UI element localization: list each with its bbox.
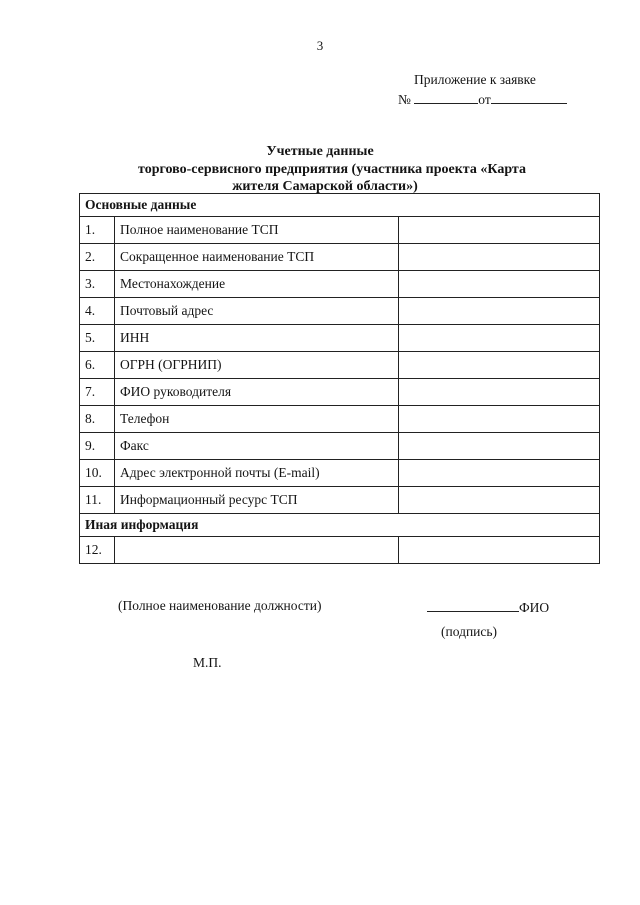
- section-main-header: Основные данные: [80, 194, 600, 217]
- row-number: 4.: [80, 298, 115, 325]
- row-number: 7.: [80, 379, 115, 406]
- row-label: Факс: [115, 433, 399, 460]
- row-number: 1.: [80, 217, 115, 244]
- row-label: ОГРН (ОГРНИП): [115, 352, 399, 379]
- row-number: 6.: [80, 352, 115, 379]
- row-number: 10.: [80, 460, 115, 487]
- table-row: [80, 433, 600, 460]
- row-value-cell[interactable]: [399, 433, 600, 460]
- table-row: [80, 271, 600, 298]
- table-row: [80, 379, 600, 406]
- appendix-number-line: [398, 90, 567, 108]
- signature-blank[interactable]: [427, 598, 519, 612]
- row-label: Почтовый адрес: [115, 298, 399, 325]
- registration-table: [79, 193, 600, 564]
- number-sign: №: [398, 92, 411, 107]
- row-label: Телефон: [115, 406, 399, 433]
- row-value-cell[interactable]: [399, 325, 600, 352]
- date-blank[interactable]: [491, 90, 567, 104]
- table-row: [80, 460, 600, 487]
- row-label: ИНН: [115, 325, 399, 352]
- fio-label: ФИО: [519, 600, 550, 615]
- row-value-cell[interactable]: [399, 298, 600, 325]
- row-value-cell[interactable]: [399, 537, 600, 564]
- fio-line: [427, 598, 549, 616]
- table-row: [80, 537, 600, 564]
- row-number: 5.: [80, 325, 115, 352]
- row-value-cell[interactable]: [399, 379, 600, 406]
- table-row: [80, 352, 600, 379]
- row-value-cell[interactable]: [399, 271, 600, 298]
- document-subtitle-line1: торгово-сервисного предприятия (участника проекта «Карта: [138, 162, 526, 177]
- row-number: 3.: [80, 271, 115, 298]
- table-row: [80, 487, 600, 514]
- row-label: Полное наименование ТСП: [115, 217, 399, 244]
- appendix-caption: Приложение к заявке: [414, 72, 536, 87]
- row-value-cell[interactable]: [399, 352, 600, 379]
- row-value-cell[interactable]: [399, 460, 600, 487]
- document-subtitle-line2: жителя Самарской области»): [232, 179, 418, 194]
- section-header-row: [80, 514, 600, 537]
- section-other-header: Иная информация: [80, 514, 600, 537]
- number-blank[interactable]: [414, 90, 478, 104]
- table-row: [80, 217, 600, 244]
- stamp-label: М.П.: [193, 655, 222, 670]
- table-row: [80, 298, 600, 325]
- row-value-cell[interactable]: [399, 406, 600, 433]
- row-label: Сокращенное наименование ТСП: [115, 244, 399, 271]
- table-row: [80, 406, 600, 433]
- row-value-cell[interactable]: [399, 487, 600, 514]
- row-value-cell[interactable]: [399, 244, 600, 271]
- document-title: Учетные данные: [266, 144, 374, 159]
- row-number: 9.: [80, 433, 115, 460]
- row-label: Местонахождение: [115, 271, 399, 298]
- row-number: 2.: [80, 244, 115, 271]
- row-number: 8.: [80, 406, 115, 433]
- signature-label: (подпись): [441, 624, 498, 639]
- position-label: (Полное наименование должности): [118, 598, 322, 613]
- section-header-row: [80, 194, 600, 217]
- row-number: 11.: [80, 487, 115, 514]
- row-number: 12.: [80, 537, 115, 564]
- row-value-cell[interactable]: [399, 217, 600, 244]
- page-number: 3: [316, 38, 324, 53]
- row-label[interactable]: [115, 537, 399, 564]
- table-row: [80, 244, 600, 271]
- date-prefix: от: [478, 92, 491, 107]
- row-label: ФИО руководителя: [115, 379, 399, 406]
- row-label: Адрес электронной почты (E-mail): [115, 460, 399, 487]
- row-label: Информационный ресурс ТСП: [115, 487, 399, 514]
- table-row: [80, 325, 600, 352]
